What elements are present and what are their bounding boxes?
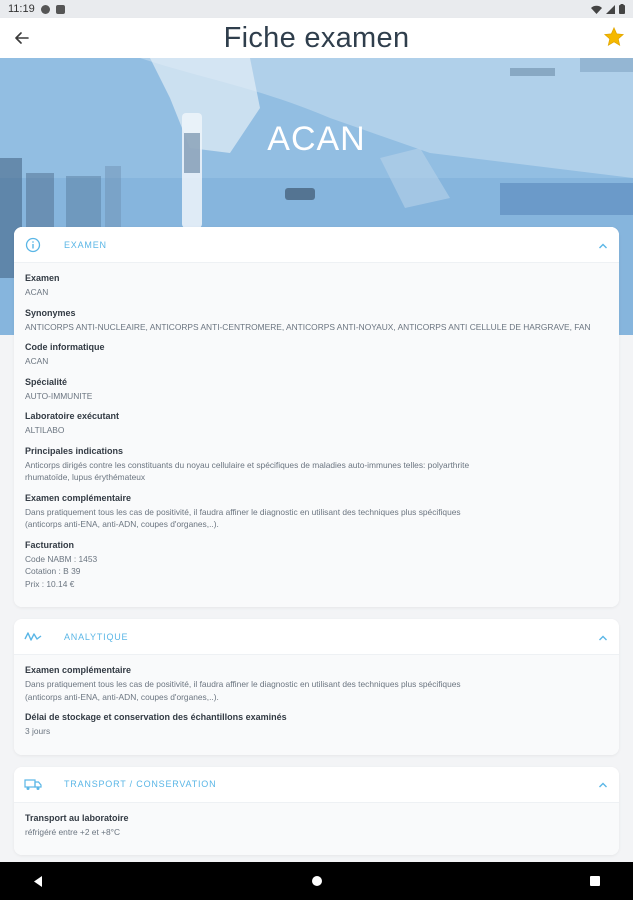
- field-code-informatique: [25, 342, 608, 368]
- field-synonymes: [25, 308, 608, 334]
- signal-icon: [606, 5, 615, 14]
- analytics-wave-icon: [24, 628, 42, 646]
- field-value: Anticorps dirigés contre les constituants du noyau cellulaire et spécifiques de maladies auto-immunes telles: polyarthrite: [25, 459, 470, 470]
- field-label: Synonymes: [25, 307, 76, 318]
- field-label: Facturation: [25, 539, 75, 550]
- field-value: Dans pratiquement tous les cas de positivité, il faudra affiner le diagnostic en utilisant des techniques plus spécifiques: [25, 679, 461, 689]
- section-examen: [14, 227, 619, 607]
- arrow-left-icon: [15, 32, 29, 44]
- section-header[interactable]: [14, 619, 619, 655]
- page-title: Fiche examen: [223, 21, 410, 54]
- section-body: [14, 655, 619, 755]
- truck-icon: [24, 775, 42, 793]
- field-label: Examen: [25, 273, 60, 283]
- field-delai-stockage: [25, 712, 608, 738]
- field-value: (anticorps anti-ENA, anti-ADN, coupes d'organes,..).: [25, 691, 219, 702]
- field-value: ACAN: [25, 356, 49, 366]
- section-analytique: [14, 619, 619, 755]
- section-title: TRANSPORT / CONSERVATION: [64, 779, 217, 789]
- field-value: (anticorps anti-ENA, anti-ADN, coupes d'organes,..).: [25, 519, 219, 529]
- section-title: ANALYTIQUE: [64, 631, 129, 642]
- back-button[interactable]: [10, 26, 34, 50]
- field-label: Examen complémentaire: [25, 492, 132, 503]
- field-value: réfrigéré entre +2 et +8°C: [25, 826, 121, 837]
- section-header[interactable]: [14, 767, 619, 803]
- nav-home-button[interactable]: [307, 871, 327, 891]
- nav-back-button[interactable]: [28, 871, 48, 891]
- circle-home-icon: [311, 875, 323, 887]
- field-value: ANTICORPS ANTI-NUCLEAIRE, ANTICORPS ANTI-CENTROMERE, ANTICORPS ANTI-NOYAUX, ANTICORPS ANTI CELLULE DE HARGRAVE, FAN: [25, 321, 591, 332]
- field-principales-indications: [25, 446, 608, 484]
- field-facturation: [25, 540, 608, 591]
- nav-recents-button[interactable]: [585, 871, 605, 891]
- field-examen: [25, 273, 608, 299]
- field-label: Délai de stockage et conservation des échantillons examinés: [25, 712, 287, 722]
- field-laboratoire-executant: [25, 411, 608, 437]
- field-value: ACAN: [25, 287, 49, 297]
- field-label: Examen complémentaire: [25, 665, 132, 675]
- field-specialite: [25, 377, 608, 403]
- chevron-up-icon: [597, 631, 609, 643]
- field-label: Laboratoire exécutant: [25, 411, 120, 421]
- status-time: 11:19: [8, 3, 35, 15]
- favorite-button[interactable]: [603, 26, 627, 50]
- field-value: AUTO-IMMUNITE: [25, 390, 93, 401]
- field-transport-laboratoire: [25, 813, 608, 839]
- field-value: 3 jours: [25, 726, 51, 736]
- battery-icon: [619, 4, 625, 14]
- exam-sections: [14, 227, 619, 867]
- exam-name-heading: ACAN: [267, 120, 366, 158]
- field-value: Prix : 10.14 €: [25, 578, 75, 589]
- field-value: Code NABM : 1453: [25, 553, 98, 564]
- field-value: Dans pratiquement tous les cas de positivité, il faudra affiner le diagnostic en utilisant des techniques plus spécifiques: [25, 506, 461, 517]
- sd-card-icon: [56, 5, 65, 14]
- system-nav-bar: [0, 862, 633, 900]
- field-label: Transport au laboratoire: [25, 812, 129, 823]
- triangle-back-icon: [32, 875, 44, 888]
- field-value: rhumatoïde, lupus érythémateux: [25, 472, 146, 482]
- chevron-up-icon: [597, 239, 609, 251]
- info-icon: [24, 236, 42, 254]
- field-value: Cotation : B 39: [25, 566, 81, 576]
- star-icon: [603, 26, 625, 48]
- field-examen-complementaire: [25, 493, 608, 531]
- app-notification-icon: [41, 5, 50, 14]
- field-value: ALTILABO: [25, 425, 65, 435]
- app-bar: [0, 18, 633, 58]
- status-bar: [0, 0, 633, 18]
- section-body: [14, 263, 619, 607]
- field-examen-complementaire: [25, 665, 608, 703]
- section-body: [14, 803, 619, 856]
- section-title: EXAMEN: [64, 239, 107, 250]
- chevron-up-icon: [597, 778, 609, 790]
- wifi-icon: [591, 5, 602, 14]
- section-transport: [14, 767, 619, 856]
- field-label: Code informatique: [25, 342, 105, 352]
- section-header[interactable]: [14, 227, 619, 263]
- field-label: Principales indications: [25, 445, 124, 456]
- field-label: Spécialité: [25, 376, 68, 387]
- square-recents-icon: [589, 875, 601, 887]
